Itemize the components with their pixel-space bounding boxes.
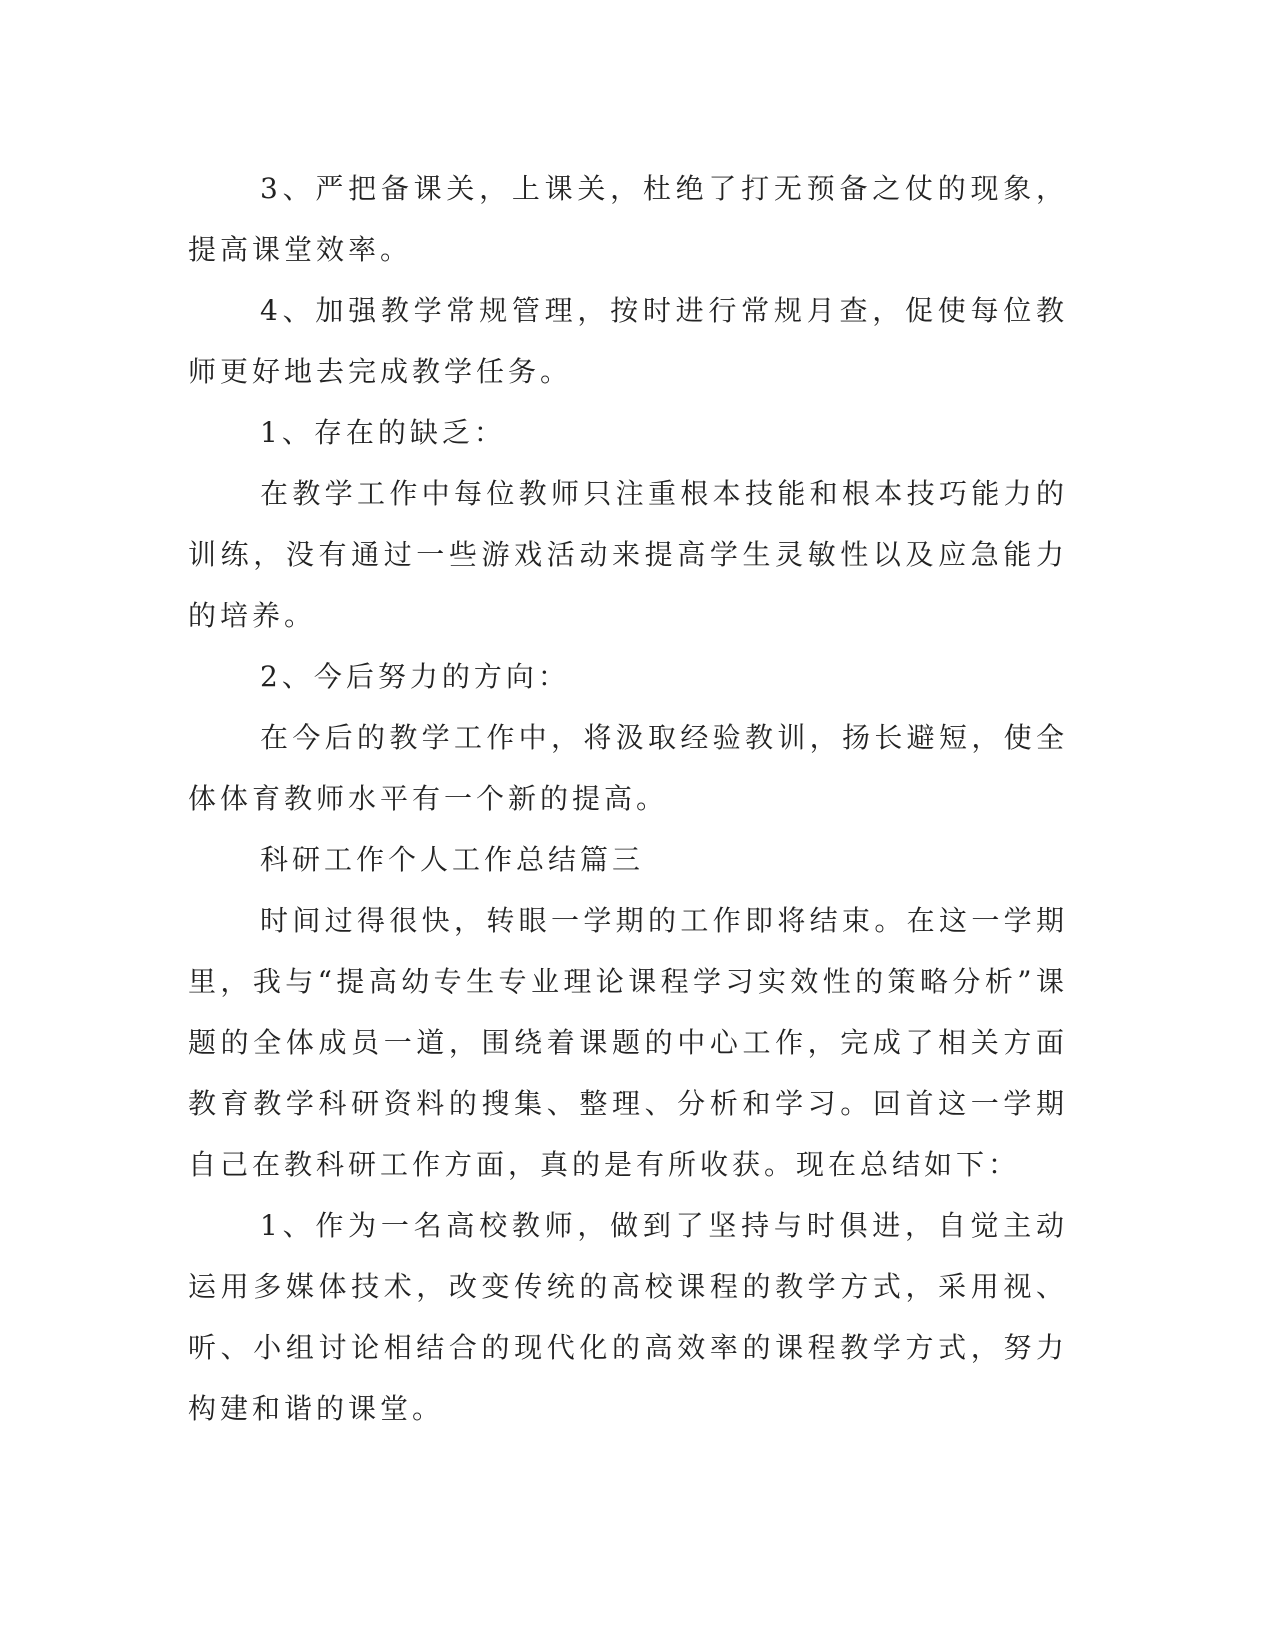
document-body bbox=[188, 158, 1068, 1439]
paragraph-item-4: 4、加强教学常规管理，按时进行常规月查，促使每位教师更好地去完成教学任务。 bbox=[188, 294, 1068, 388]
paragraph-shortcomings: 在教学工作中每位教师只注重根本技能和根本技巧能力的训练，没有通过一些游戏活动来提高学生灵敏性以及应急能力的培养。 bbox=[188, 477, 1068, 632]
paragraph-item-3: 3、严把备课关，上课关，杜绝了打无预备之仗的现象，提高课堂效率。 bbox=[188, 172, 1068, 266]
subheading-shortcomings: 1、存在的缺乏： bbox=[260, 416, 506, 449]
paragraph-item-1: 1、作为一名高校教师，做到了坚持与时俱进，自觉主动运用多媒体技术，改变传统的高校课程的教学方式，采用视、听、小组讨论相结合的现代化的高效率的课程教学方式，努力构建和谐的课堂。 bbox=[188, 1209, 1068, 1425]
paragraph-future-direction: 在今后的教学工作中，将汲取经验教训，扬长避短，使全体体育教师水平有一个新的提高。 bbox=[188, 721, 1068, 815]
paragraph-intro: 时间过得很快，转眼一学期的工作即将结束。在这一学期里，我与“提高幼专生专业理论课程学习实效性的策略分析”课题的全体成员一道，围绕着课题的中心工作，完成了相关方面教育教学科研资料的搜集、整理、分析和学习。回首这一学期自己在教科研工作方面，真的是有所收获。现在总结如下： bbox=[188, 904, 1068, 1181]
section-title: 科研工作个人工作总结篇三 bbox=[260, 843, 645, 876]
subheading-future-direction: 2、今后努力的方向： bbox=[260, 660, 570, 693]
